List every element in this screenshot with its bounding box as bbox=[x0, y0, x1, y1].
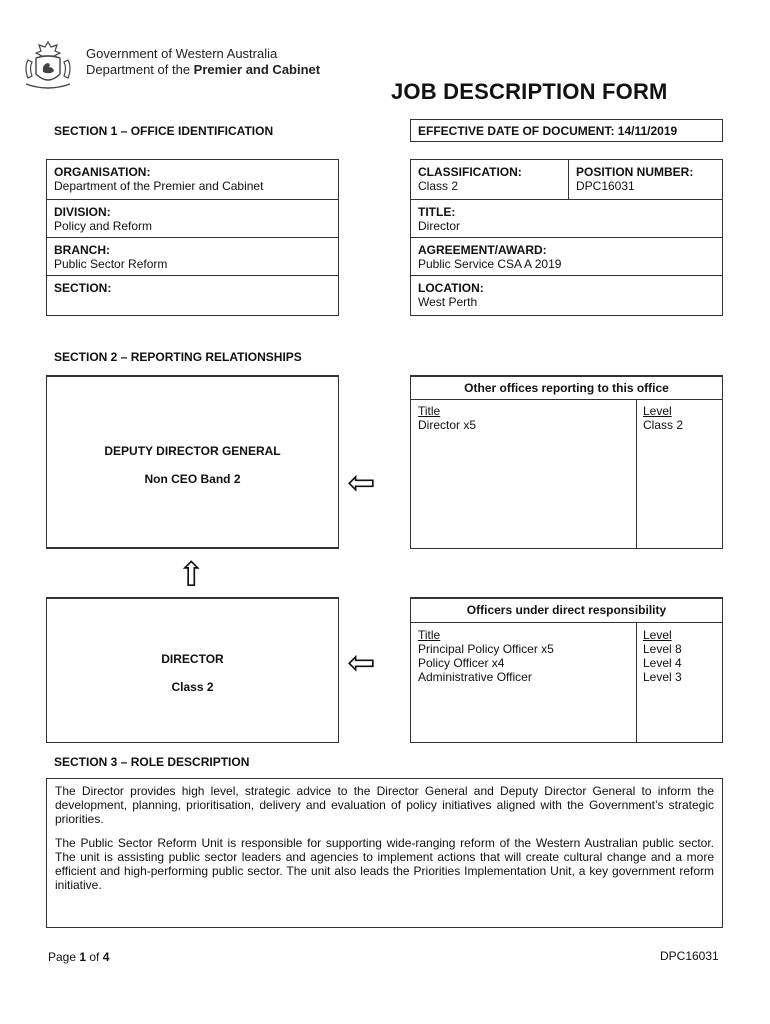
title-label: TITLE: bbox=[418, 205, 456, 219]
division-label: DIVISION: bbox=[54, 205, 111, 219]
page-of: of bbox=[86, 950, 103, 964]
position-number-label: POSITION NUMBER: bbox=[576, 165, 694, 179]
effective-date: EFFECTIVE DATE OF DOCUMENT: 14/11/2019 bbox=[418, 124, 678, 138]
officers-under-table bbox=[410, 597, 723, 743]
classification-label: CLASSIFICATION: bbox=[418, 165, 522, 179]
other-office-level: Class 2 bbox=[643, 418, 684, 432]
role-description-paragraph: The Director provides high level, strategic advice to the Director General and Deputy Director General to inform the development, planning, prioritisation, delivery and evaluation of policy initiatives aligned with the Government’s strategic priorities. bbox=[55, 784, 714, 826]
other-offices-title-col: Title bbox=[418, 404, 441, 418]
officer-title: Policy Officer x4 bbox=[418, 656, 505, 670]
identification-table-right bbox=[410, 159, 723, 316]
arrow-up-icon: ⇧ bbox=[177, 556, 206, 594]
other-offices-level-col: Level bbox=[643, 404, 672, 418]
government-name: Government of Western Australia bbox=[86, 46, 278, 61]
officers-under-heading: Officers under direct responsibility bbox=[411, 599, 722, 623]
division-cell bbox=[47, 200, 338, 238]
title-value: Director bbox=[418, 219, 461, 233]
division-value: Policy and Reform bbox=[54, 219, 153, 233]
officer-level: Level 4 bbox=[643, 656, 682, 670]
branch-value: Public Sector Reform bbox=[54, 257, 168, 271]
other-office-title: Director x5 bbox=[418, 418, 477, 432]
branch-label: BRANCH: bbox=[54, 243, 110, 257]
page-number bbox=[48, 950, 109, 964]
identification-table-left bbox=[46, 159, 339, 316]
director-box bbox=[46, 597, 339, 743]
section1-heading: SECTION 1 – OFFICE IDENTIFICATION bbox=[54, 124, 274, 138]
arrow-left-icon: ⇦ bbox=[347, 464, 376, 502]
organisation-cell bbox=[47, 160, 338, 200]
arrow-left-icon: ⇦ bbox=[347, 644, 376, 682]
effective-date-box bbox=[410, 119, 723, 142]
role-description-paragraph: The Public Sector Reform Unit is responsible for supporting wide-ranging reform of the Western Australian public sector. The unit is assisting public sector leaders and agencies to implement actions that will create cultural change and a more efficient and high-performing public sector. The unit also leads the Priorities Implementation Unit, a key government reform initiative. bbox=[55, 836, 714, 892]
page-total: 4 bbox=[102, 950, 110, 964]
agreement-value: Public Service CSA A 2019 bbox=[418, 257, 562, 271]
column-divider bbox=[636, 622, 637, 742]
page-current: 1 bbox=[79, 950, 87, 964]
officer-title: Principal Policy Officer x5 bbox=[418, 642, 554, 656]
officer-level: Level 3 bbox=[643, 670, 682, 684]
location-cell bbox=[411, 276, 722, 315]
other-offices-table bbox=[410, 375, 723, 549]
document-code: DPC16031 bbox=[660, 949, 719, 963]
section-cell bbox=[47, 276, 338, 315]
officer-title: Administrative Officer bbox=[418, 670, 532, 684]
section-label: SECTION: bbox=[54, 281, 112, 295]
department-prefix: Department of the bbox=[86, 62, 194, 77]
supervisor-box bbox=[46, 375, 339, 549]
organisation-value: Department of the Premier and Cabinet bbox=[54, 179, 264, 193]
department-name bbox=[86, 62, 320, 77]
officers-under-title-col: Title bbox=[418, 628, 441, 642]
form-title: JOB DESCRIPTION FORM bbox=[391, 79, 668, 104]
organisation-label: ORGANISATION: bbox=[54, 165, 151, 179]
page-prefix: Page bbox=[48, 950, 80, 964]
classification-cell bbox=[411, 160, 569, 200]
location-label: LOCATION: bbox=[418, 281, 484, 295]
crest-logo bbox=[20, 38, 76, 94]
section2-heading: SECTION 2 – REPORTING RELATIONSHIPS bbox=[54, 350, 302, 364]
officers-under-level-col: Level bbox=[643, 628, 672, 642]
position-number-cell bbox=[569, 160, 722, 200]
officer-level: Level 8 bbox=[643, 642, 682, 656]
location-value: West Perth bbox=[418, 295, 478, 309]
director-title: DIRECTOR bbox=[161, 652, 224, 666]
branch-cell bbox=[47, 238, 338, 276]
department-bold: Premier and Cabinet bbox=[193, 62, 321, 77]
director-class: Class 2 bbox=[171, 680, 214, 694]
classification-value: Class 2 bbox=[418, 179, 459, 193]
agreement-cell bbox=[411, 238, 722, 276]
agreement-label: AGREEMENT/AWARD: bbox=[418, 243, 547, 257]
supervisor-class: Non CEO Band 2 bbox=[144, 472, 241, 486]
column-divider bbox=[636, 399, 637, 548]
position-number-value: DPC16031 bbox=[576, 179, 635, 193]
other-offices-heading: Other offices reporting to this office bbox=[411, 377, 722, 400]
role-description-box bbox=[46, 778, 723, 928]
section3-heading: SECTION 3 – ROLE DESCRIPTION bbox=[54, 755, 250, 769]
title-cell bbox=[411, 200, 722, 238]
supervisor-title: DEPUTY DIRECTOR GENERAL bbox=[104, 444, 281, 458]
